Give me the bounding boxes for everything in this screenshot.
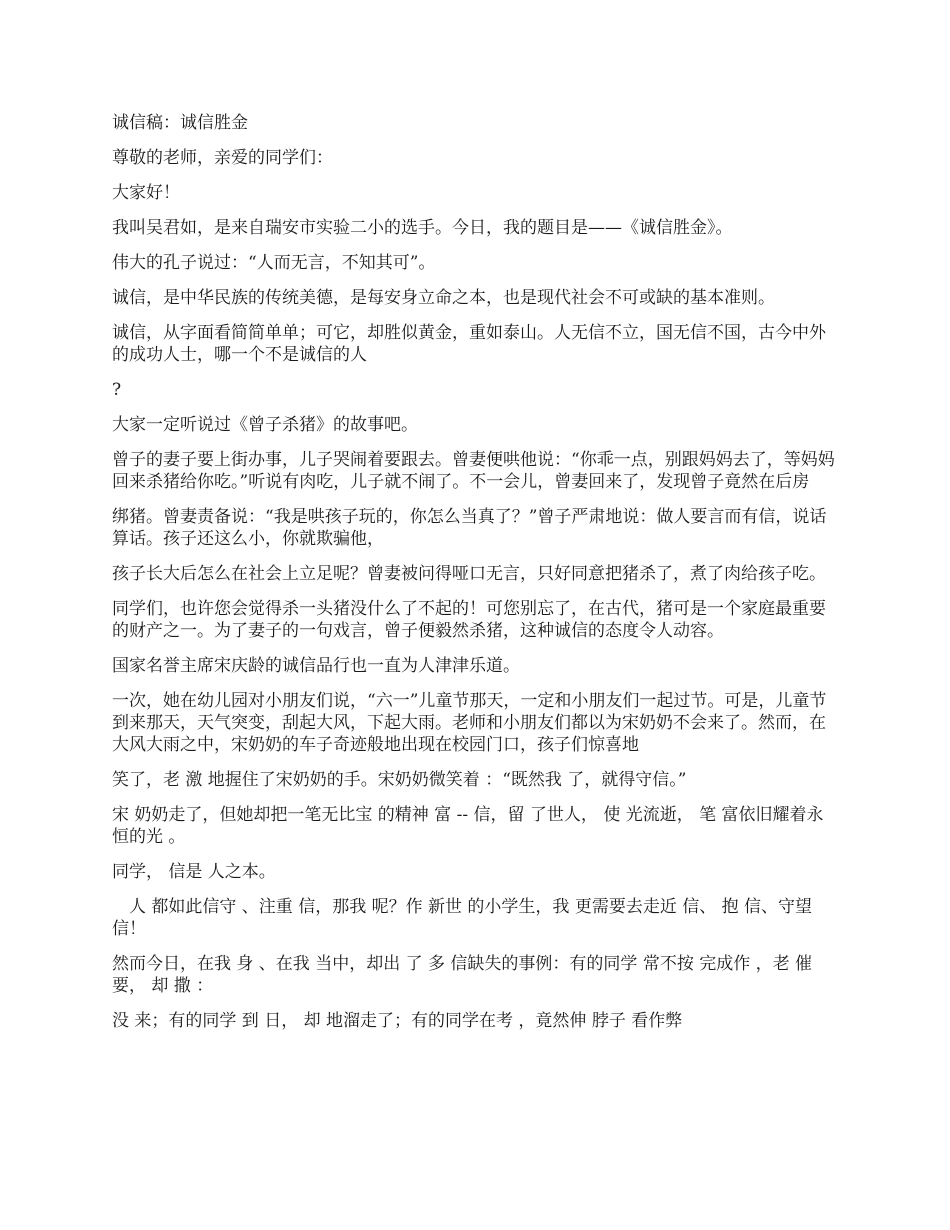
paragraph: 诚信，是中华民族的传统美德，是每安身立命之本，也是现代社会不可或缺的基本准则。: [112, 288, 775, 308]
paragraph: 大家一定听说过《曾子杀猪》的故事吧。: [112, 415, 418, 435]
paragraph: 同学们，也许您会觉得杀一头猪没什么了不起的！可您别忘了，在古代，猪可是一个家庭最重要的财产之一。为了妻子的一句戏言，曾子便毅然杀猪，这种诚信的态度令人动容。: [112, 599, 826, 641]
paragraph: 然而今日，在我 身 、在我 当中，却出 了 多 信缺失的事例：有的同学 常不按 完成作 ，老 催要， 却 撒 ：: [112, 954, 813, 996]
document-page: [112, 112, 840, 1045]
paragraph: 国家名誉主席宋庆龄的诚信品行也一直为人津津乐道。: [112, 656, 520, 676]
paragraph: 伟大的孔子说过：“人而无言，不知其可”。: [112, 253, 436, 273]
paragraph: 同学， 信是 人之本。: [112, 862, 276, 882]
paragraph: 我叫吴君如，是来自瑞安市实验二小的选手。今日，我的题目是——《诚信胜金》。: [112, 218, 733, 238]
paragraph: 绑猪。曾妻责备说：“我是哄孩子玩的，你怎么当真了？”曾子严肃地说：做人要言而有信，说话算话。孩子还这么小，你就欺骗他，: [112, 507, 827, 549]
paragraph: 没 来；有的同学 到 日， 却 地溜走了；有的同学在考 ，竟然伸 脖子 看作弊: [112, 1011, 683, 1031]
document-title: 诚信稿：诚信胜金: [112, 113, 248, 133]
salutation: 尊敬的老师，亲爱的同学们：: [112, 148, 333, 168]
paragraph: ?: [112, 380, 122, 400]
paragraph: 人 都如此信守 、注重 信，那我 呢？作 新世 的小学生，我 更需要去走近 信、 抱 信、守望 信！: [112, 897, 818, 939]
paragraph: 宋 奶奶走了，但她却把一笔无比宝 的精神 富 -- 信，留 了世人， 使 光流逝， 笔 富依旧耀着永恒的光 。: [112, 805, 824, 847]
paragraph: 一次，她在幼儿园对小朋友们说，“六一”儿童节那天，一定和小朋友们一起过节。可是，儿童节到来那天，天气突变，刮起大风，下起大雨。老师和小朋友们都以为宋奶奶不会来了。然而，在大风大雨之中，宋奶奶的车子奇迹般地出现在校园门口，孩子们惊喜地: [112, 691, 827, 755]
paragraph: 孩子长大后怎么在社会上立足呢？曾妻被问得哑口无言，只好同意把猪杀了，煮了肉给孩子吃。: [112, 564, 826, 584]
paragraph: 诚信，从字面看简简单单；可它，却胜似黄金，重如泰山。人无信不立，国无信不国，古今中外的成功人士，哪一个不是诚信的人: [112, 323, 826, 365]
paragraph: 曾子的妻子要上街办事，儿子哭闹着要跟去。曾妻便哄他说：“你乖一点，别跟妈妈去了，等妈妈回来杀猪给你吃。”听说有肉吃，儿子就不闹了。不一会儿，曾妻回来了，发现曾子竟然在后房: [112, 450, 835, 492]
paragraph: 笑了，老 激 地握住了宋奶奶的手。宋奶奶微笑着 ：“既然我 了，就得守信。”: [112, 770, 687, 790]
greeting: 大家好！: [112, 183, 180, 203]
